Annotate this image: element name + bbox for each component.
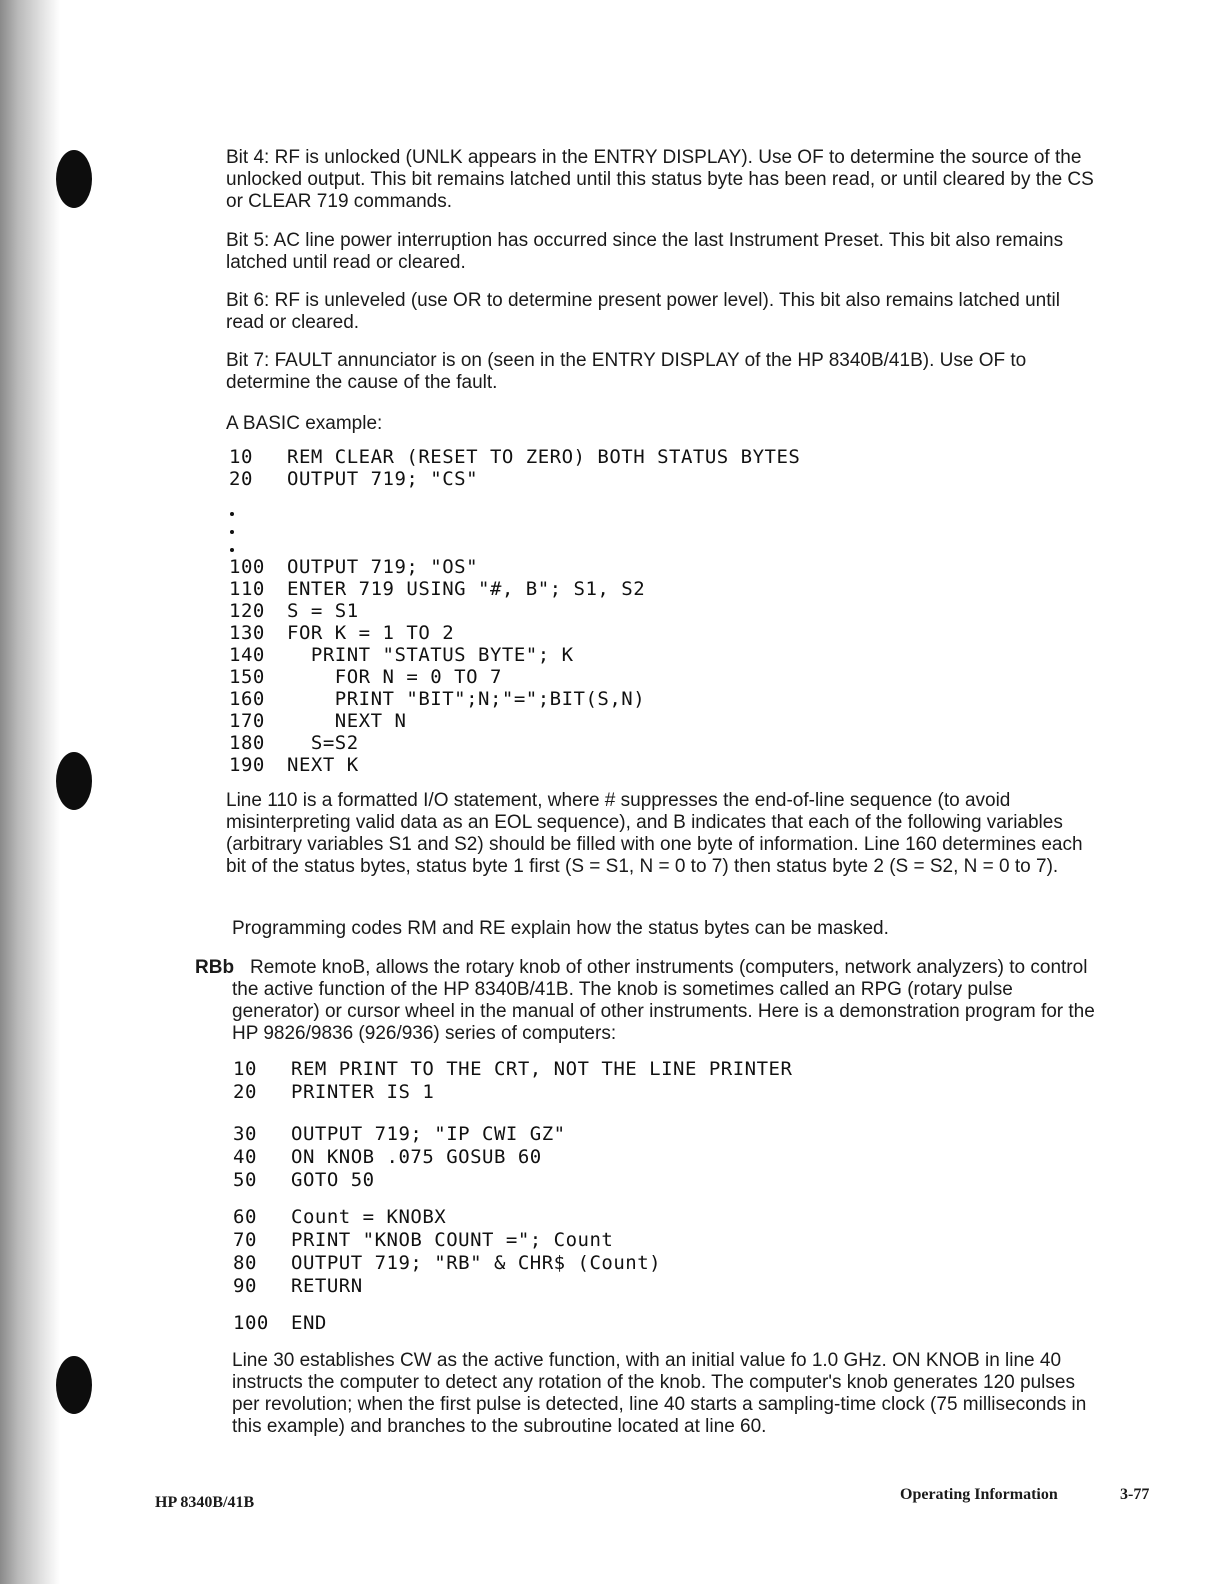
code-listing-knob [233, 1058, 792, 1104]
line110-explanation: Line 110 is a formatted I/O statement, where # suppresses the end-of-line sequence (to avoid misinterpreting valid data as an EOL sequence), and B indicates that each of the following variables (arbitrary variables S1 and S2) should be filled with one byte of information. Line 160 determines each bit of the status bytes, status byte 1 first (S = S1, N = 0 to 7) then status byte 2 (S = S2, N = 0 to 7). [226, 790, 1083, 877]
bit4-paragraph [226, 147, 1096, 213]
code-line: 160 PRINT "BIT";N;"=";BIT(S,N) [229, 688, 646, 710]
code-line: 40 ON KNOB .075 GOSUB 60 [233, 1146, 542, 1168]
bit-text: AC line power interruption has occurred since the last Instrument Preset. This bit also remains latched until read or cleared. [226, 230, 1064, 273]
code-line: 100 END [233, 1312, 327, 1334]
code-listing-status [229, 446, 800, 490]
ellipsis-dot [230, 512, 234, 516]
code-line: 190 NEXT K [229, 754, 359, 776]
rbb-code-label: RBb [195, 957, 235, 978]
masking-note: Programming codes RM and RE explain how the status bytes can be masked. [232, 918, 889, 939]
code-line: 150 FOR N = 0 TO 7 [229, 666, 502, 688]
line30-explanation: Line 30 establishes CW as the active function, with an initial value fo 1.0 GHz. ON KNOB in line 40 instructs the computer to detect any rotation of the knob. The computer's knob generates 120 pulses per revolution; when the first pulse is detected, line 40 starts a sampling-time clock (75 milliseconds in this example) and branches to the subroutine located at line 60. [232, 1350, 1087, 1437]
code-line: 10 REM CLEAR (RESET TO ZERO) BOTH STATUS BYTES [229, 446, 801, 468]
bit5-paragraph [226, 230, 1096, 274]
bit7-paragraph [226, 350, 1096, 394]
code-line: 70 PRINT "KNOB COUNT ="; Count [233, 1229, 614, 1251]
code-line: 80 OUTPUT 719; "RB" & CHR$ (Count) [233, 1252, 662, 1274]
bit-label: Bit 5: [226, 230, 270, 251]
basic-example-intro: A BASIC example: [226, 413, 383, 434]
ellipsis-dot [230, 548, 234, 552]
bit-text: RF is unleveled (use OR to determine present power level). This bit also remains latched until read or cleared. [226, 290, 1060, 333]
ellipsis-dot [230, 530, 234, 534]
code-line: 20 PRINTER IS 1 [233, 1081, 435, 1103]
code-line: 170 NEXT N [229, 710, 407, 732]
code-line: 30 OUTPUT 719; "IP CWI GZ" [233, 1123, 566, 1145]
code-listing-status-cont [229, 556, 645, 776]
code-line: 180 S=S2 [229, 732, 359, 754]
footer-section: Operating Information [900, 1486, 1058, 1503]
code-listing-knob-b [233, 1123, 566, 1192]
code-line: 140 PRINT "STATUS BYTE"; K [229, 644, 574, 666]
code-line: 10 REM PRINT TO THE CRT, NOT THE LINE PRINTER [233, 1058, 793, 1080]
footer-page-number: 3-77 [1120, 1486, 1150, 1503]
code-line: 50 GOTO 50 [233, 1169, 375, 1191]
rbb-description: Remote knoB, allows the rotary knob of other instruments (computers, network analyzers) to control the active function of the HP 8340B/41B. The knob is sometimes called an RPG (rotary pulse generator) or cursor wheel in the manual of other instruments. Here is a demonstration program for the HP 9826/9836 (926/936) series of computers: [232, 957, 1095, 1044]
bit-text: RF is unlocked (UNLK appears in the ENTRY DISPLAY). Use OF to determine the source of the unlocked output. This bit remains latched until this status byte has been read, or until cleared by the CS or CLEAR 719 commands. [226, 147, 1094, 212]
code-line: 20 OUTPUT 719; "CS" [229, 468, 479, 490]
bit-label: Bit 4: [226, 147, 270, 168]
code-line: 130 FOR K = 1 TO 2 [229, 622, 455, 644]
bit-text: FAULT annunciator is on (seen in the ENTRY DISPLAY of the HP 8340B/41B). Use OF to determine the cause of the fault. [226, 350, 1027, 393]
code-listing-knob-d [233, 1312, 327, 1335]
bit-label: Bit 6: [226, 290, 270, 311]
bit6-paragraph [226, 290, 1096, 334]
footer-model: HP 8340B/41B [155, 1494, 255, 1511]
code-listing-knob-c [233, 1206, 661, 1298]
code-line: 90 RETURN [233, 1275, 363, 1297]
bit-label: Bit 7: [226, 350, 270, 371]
code-line: 110 ENTER 719 USING "#, B"; S1, S2 [229, 578, 646, 600]
code-line: 100 OUTPUT 719; "OS" [229, 556, 479, 578]
code-line: 120 S = S1 [229, 600, 359, 622]
code-line: 60 Count = KNOBX [233, 1206, 447, 1228]
